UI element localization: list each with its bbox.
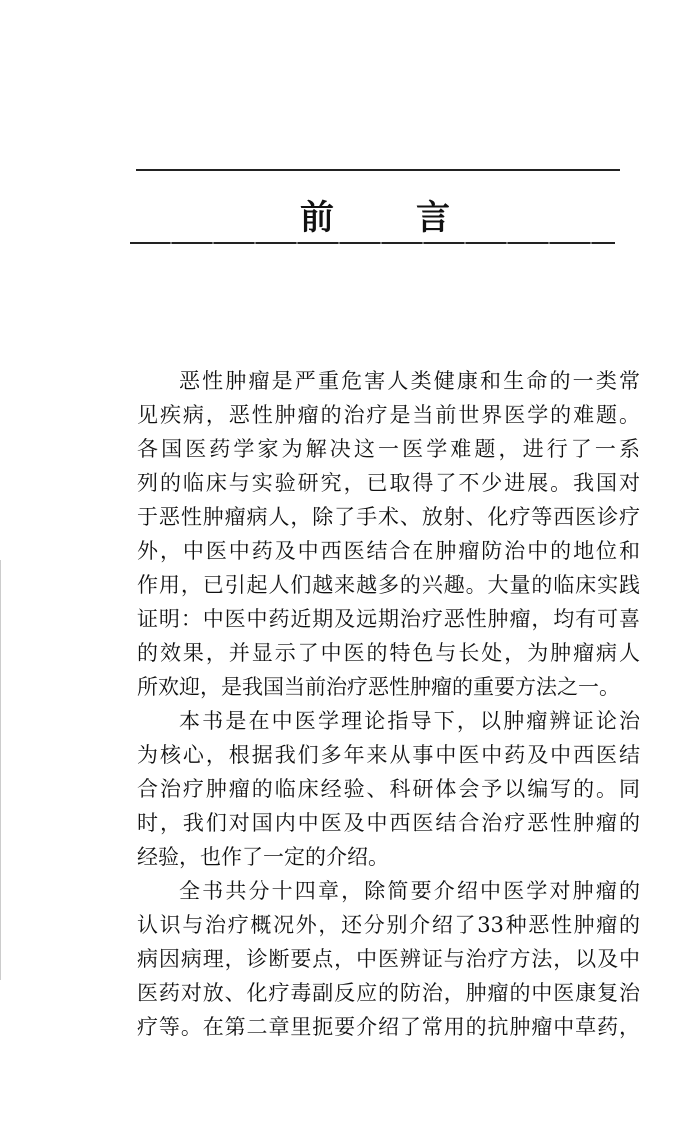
text-line: 经验，也作了一定的介绍。 [137,845,389,869]
page-title [300,190,450,239]
text-line: 认识与治疗概况外，还分别介绍了33种恶性肿瘤的 [137,913,640,937]
text-line: 疗等。在第二章里扼要介绍了常用的抗肿瘤中草药， [137,1015,640,1039]
text-line: 所欢迎，是我国当前治疗恶性肿瘤的重要方法之一。 [137,675,620,699]
scan-edge-line [0,560,1,980]
text-line: 的效果，并显示了中医的特色与长处，为肿瘤病人 [137,641,640,665]
text-line: 时，我们对国内中医及中西医结合治疗恶性肿瘤的 [137,811,640,835]
text-line: 于恶性肿瘤病人，除了手术、放射、化疗等西医诊疗 [137,505,640,529]
title-rule-bottom [130,242,615,244]
title-rule-top [136,169,620,171]
text-line: 作用，已引起人们越来越多的兴趣。大量的临床实践 [137,573,640,597]
text-line: 各国医药学家为解决这一医学难题，进行了一系 [137,437,640,461]
page-title-char: 言 [416,198,450,238]
text-line: 证明：中医中药近期及远期治疗恶性肿瘤，均有可喜 [137,607,640,631]
preface-body [137,364,640,1044]
text-line: 全书共分十四章，除简要介绍中医学对肿瘤的 [179,879,640,903]
text-line: 列的临床与实验研究，已取得了不少进展。我国对 [137,471,640,495]
text-line: 为核心，根据我们多年来从事中医中药及中西医结 [137,743,640,767]
text-line: 合治疗肿瘤的临床经验、科研体会予以编写的。同 [137,777,640,801]
text-line: 病因病理，诊断要点，中医辨证与治疗方法，以及中 [137,947,640,971]
page-title-char: 前 [300,198,334,238]
text-line: 恶性肿瘤是严重危害人类健康和生命的一类常 [179,369,640,393]
text-line: 外，中医中药及中西医结合在肿瘤防治中的地位和 [137,539,640,563]
text-line: 医药对放、化疗毒副反应的防治，肿瘤的中医康复治 [137,981,640,1005]
text-line: 见疾病，恶性肿瘤的治疗是当前世界医学的难题。 [137,403,640,427]
text-line: 本书是在中医学理论指导下，以肿瘤辨证论治 [179,709,640,733]
